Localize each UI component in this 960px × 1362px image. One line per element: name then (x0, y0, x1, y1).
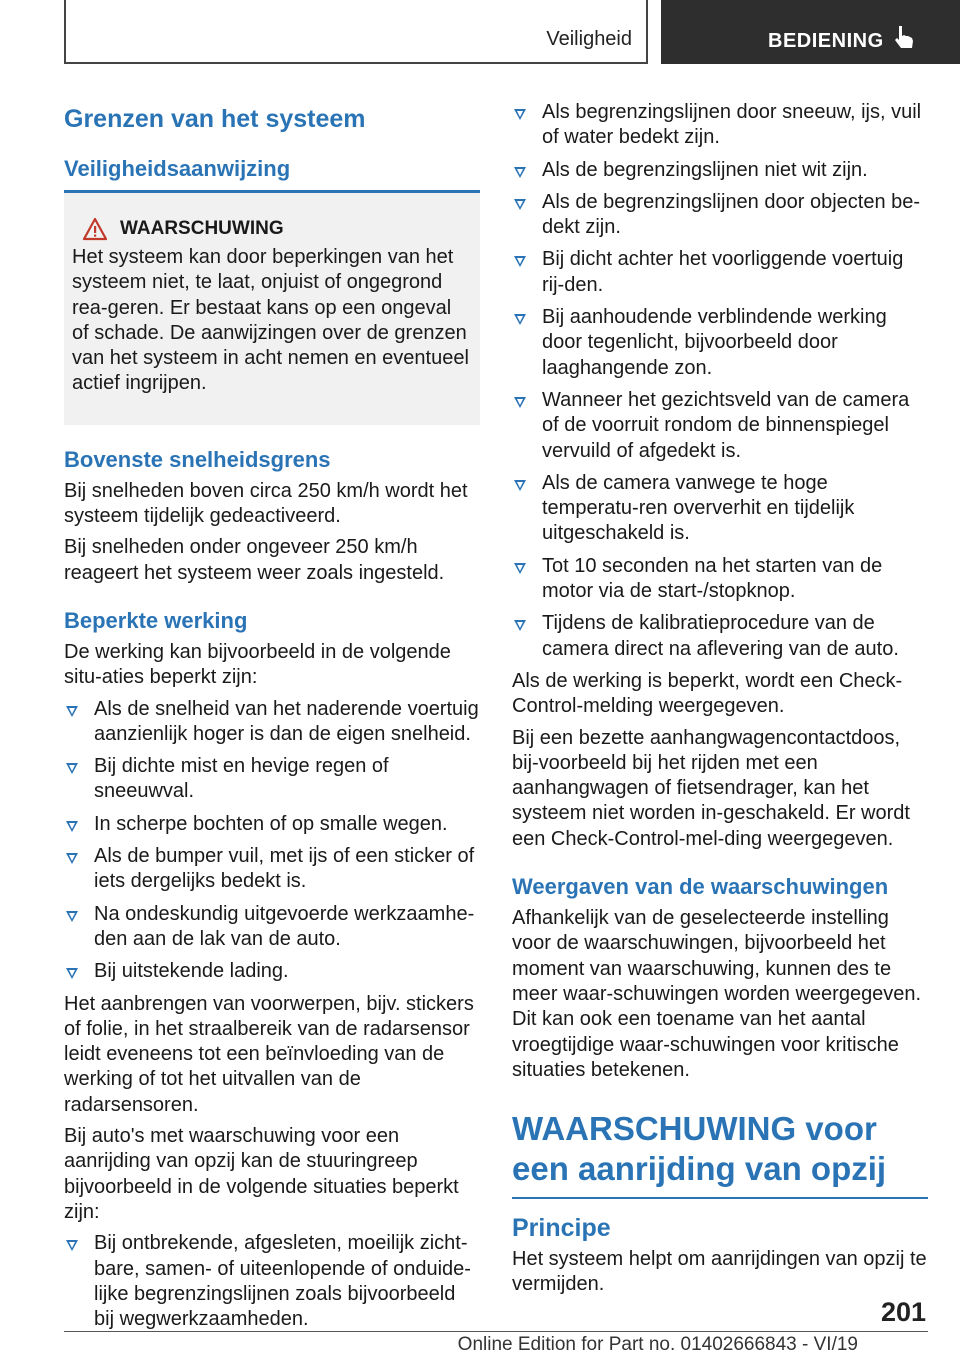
list-item (512, 158, 928, 183)
header-section-box (64, 0, 648, 64)
principle-paragraph: Het systeem helpt om aanrijdingen van opzij te vermijden. (512, 1248, 927, 1296)
speed-paragraph-2: Bij snelheden onder ongeveer 250 km/h reageert het systeem weer zoals ingesteld. (64, 536, 445, 584)
list-item (512, 554, 928, 605)
list-item-text: Bij aanhoudende verblindende werking door tegenlicht, bijvoorbeeld door laaghangende zon. (542, 306, 887, 379)
bullet-triangle-icon (514, 199, 526, 210)
right-column (512, 100, 928, 1304)
header-chapter-label: BEDIENING (768, 30, 884, 52)
list-item-text: Na ondeskundig uitgevoerde werkzaamhe-den aan de lak van de auto. (94, 902, 475, 950)
list-item-text: Als de bumper vuil, met ijs of een sticker of iets dergelijks bedekt is. (94, 845, 475, 893)
list-item-text: Als de snelheid van het naderende voertuig aanzienlijk hoger is dan de eigen snelheid. (94, 697, 479, 745)
list-item (512, 388, 928, 464)
limited-heading: Beperkte werking (64, 607, 248, 633)
bullet-triangle-icon (66, 853, 78, 864)
warning-triangle-icon (82, 217, 108, 241)
bullet-triangle-icon (66, 821, 78, 832)
list-item-text: Bij ontbrekende, afgesleten, moeilijk zicht-bare, samen- of uiteenlopende of onduide-lijke begrenzingslijnen zoals bijvoorbeeld bij wegwerkzaamheden. (94, 1232, 471, 1331)
list-item-text: Bij uitstekende lading. (94, 960, 289, 983)
warning-header (72, 215, 472, 243)
bullet-triangle-icon (514, 256, 526, 267)
header-section-label: Veiligheid (546, 28, 632, 50)
footer-rule (64, 1331, 928, 1332)
list-item-text: Tijdens de kalibratieprocedure van de camera direct na aflevering van de auto. (542, 612, 899, 660)
bullet-triangle-icon (514, 620, 526, 631)
list-item (512, 471, 928, 547)
speed-heading: Bovenste snelheidsgrens (64, 446, 331, 472)
warning-box (64, 193, 480, 425)
steer-list (64, 1231, 480, 1332)
chapter-heading-rule (512, 1197, 928, 1199)
steer-list-continued (512, 100, 928, 662)
list-item-text: Bij dichte mist en hevige regen of sneeuwval. (94, 755, 389, 803)
list-item-text: Wanneer het gezichtsveld van de camera of de voorruit rondom de binnenspiegel vervuild of afgedekt is. (542, 388, 910, 462)
bullet-triangle-icon (514, 480, 526, 491)
list-item-text: Tot 10 seconden na het starten van de motor via de start-/stopknop. (542, 554, 883, 603)
section-title: Grenzen van het systeem (64, 105, 366, 133)
list-item-text: Bij dicht achter het voorliggende voertuig rij-den. (542, 248, 904, 296)
bullet-triangle-icon (66, 1240, 78, 1251)
bullet-triangle-icon (66, 706, 78, 717)
bullet-triangle-icon (514, 314, 526, 325)
principle-heading: Principe (512, 1214, 611, 1243)
limited-intro: De werking kan bijvoorbeeld in de volgende situ-aties beperkt zijn: (64, 640, 451, 689)
sticker-paragraph: Het aanbrengen van voorwerpen, bijv. stickers of folie, in het straalbereik van de radarsensor leidt eveneens tot een beïnvloeding van de werking of tot het uitvallen van de radarsensoren. (64, 992, 474, 1116)
display-heading: Weergaven van de waarschuwingen (512, 874, 889, 900)
page-number: 201 (880, 1297, 926, 1327)
list-item (64, 902, 480, 953)
list-item-text: Als de begrenzingslijnen niet wit zijn. (542, 158, 868, 181)
warning-label: WAARSCHUWING (120, 218, 284, 240)
list-item (512, 247, 928, 298)
display-paragraph: Afhankelijk van de geselecteerde instelling voor de waarschuwingen, bijvoorbeeld het moment van waarschuwing, kunnen des te meer waar-schuwingen worden weergegeven. Dit kan ook een toename van het aantal vroegtijdige waar-schuwingen voor kritische situaties betekenen. (512, 907, 922, 1081)
list-item (512, 190, 928, 241)
list-item (64, 1231, 480, 1332)
list-item-text: Als begrenzingslijnen door sneeuw, ijs, vuil of water bedekt zijn. (542, 101, 922, 149)
bullet-triangle-icon (66, 968, 78, 979)
left-column (64, 100, 480, 1339)
list-item (64, 754, 480, 805)
bullet-triangle-icon (514, 167, 526, 178)
list-item-text: Als de begrenzingslijnen door objecten be-dekt zijn. (542, 190, 921, 239)
list-item (512, 100, 928, 151)
list-item (512, 611, 928, 662)
steer-paragraph: Bij auto's met waarschuwing voor een aanrijding van opzij kan de stuuringreep bijvoorbeeld in de volgende situaties beperkt zijn: (64, 1125, 459, 1223)
hand-pointer-icon (893, 24, 915, 50)
bullet-triangle-icon (514, 397, 526, 408)
warning-text: Het systeem kan door beperkingen van het systeem niet, te laat, onjuist of ongegrond rea-geren. Er bestaat kans op een ongeval of schade. De aanwijzingen over de grenzen van het systeem in acht nemen en eventueel actief ingrijpen. (72, 246, 469, 395)
list-item (64, 812, 480, 837)
list-item (64, 844, 480, 895)
limited-list (64, 697, 480, 985)
footer-edition: Online Edition for Part no. 01402666843 - VI/19 (457, 1334, 858, 1355)
list-item (512, 305, 928, 381)
speed-paragraph-1: Bij snelheden boven circa 250 km/h wordt het systeem tijdelijk gedeactiveerd. (64, 479, 468, 528)
safety-subtitle: Veiligheidsaanwijzing (64, 156, 291, 181)
list-item-text: In scherpe bochten of op smalle wegen. (94, 812, 448, 835)
list-item-text: Als de camera vanwege te hoge temperatu-ren oververhit en tijdelijk uitgeschakeld is. (542, 471, 855, 545)
list-item (64, 959, 480, 984)
bullet-triangle-icon (514, 563, 526, 574)
bullet-triangle-icon (66, 763, 78, 774)
list-item (64, 697, 480, 748)
trailer-paragraph: Bij een bezette aanhangwagencontactdoos, bij-voorbeeld bij het rijden met een aanhangwagen of fietsendrager, kan het systeem niet worden in-geschakeld. Er wordt een Check-Control-mel-ding weergegeven. (512, 726, 910, 850)
check-control-paragraph: Als de werking is beperkt, wordt een Check-Control-melding weergegeven. (512, 669, 903, 718)
header-chapter-tab (661, 0, 960, 64)
chapter-heading: WAARSCHUWING voor een aanrijding van opzij (512, 1110, 887, 1188)
bullet-triangle-icon (66, 911, 78, 922)
bullet-triangle-icon (514, 109, 526, 120)
